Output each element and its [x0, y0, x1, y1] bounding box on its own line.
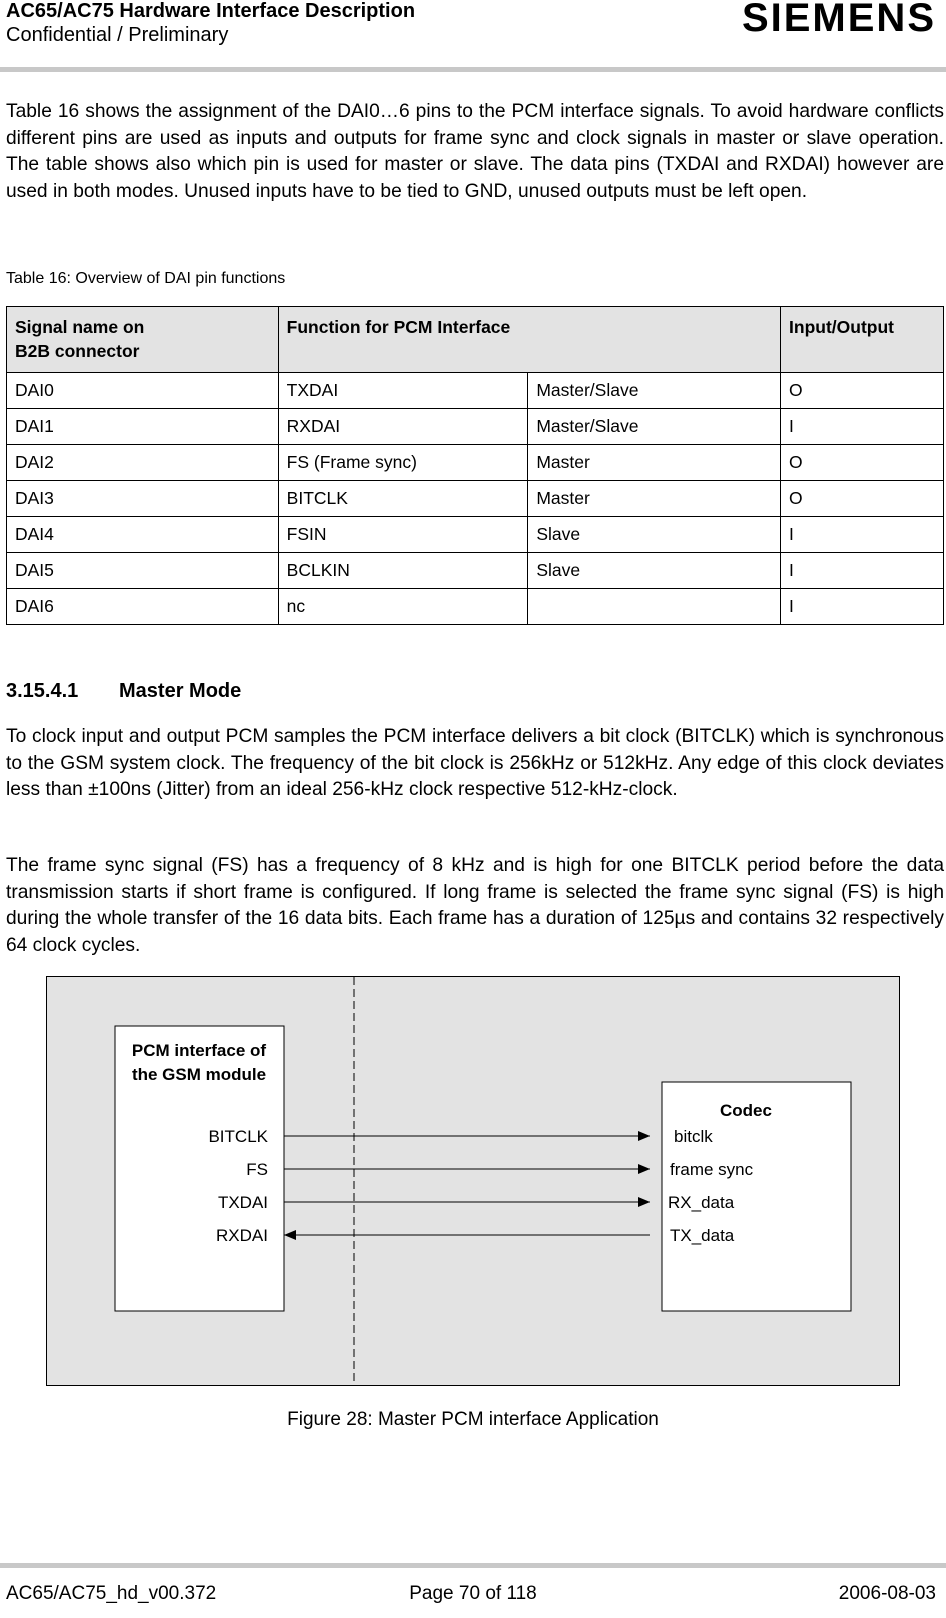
codec-title: Codec	[720, 1101, 772, 1120]
cell-io: O	[781, 481, 944, 517]
cell-mode: Master	[528, 445, 781, 481]
figure-caption: Figure 28: Master PCM interface Application	[287, 1409, 659, 1430]
cell-mode: Master/Slave	[528, 373, 781, 409]
section-number: 3.15.4.1	[6, 680, 79, 702]
pin-txdai: TXDAI	[217, 1193, 268, 1212]
cell-mode: Master/Slave	[528, 409, 781, 445]
cell-signal: DAI6	[7, 589, 279, 625]
cell-signal: DAI5	[7, 553, 279, 589]
module-title-line2: the GSM module	[131, 1065, 267, 1084]
table-row	[7, 553, 944, 589]
table-row	[7, 517, 944, 553]
pin-fs: FS	[246, 1160, 268, 1179]
cell-signal: DAI1	[7, 409, 279, 445]
footer-page-number: Page 70 of 118	[409, 1583, 537, 1604]
header-rule	[0, 67, 946, 72]
footer-doc-id: AC65/AC75_hd_v00.372	[6, 1583, 217, 1604]
intro-paragraph: Table 16 shows the assignment of the DAI0…6 pins to the PCM interface signals. To avoid hardware conflicts different pins are used as inputs and outputs for frame sync and clock signals in master or slave operation. The table shows also which pin is used for master or slave. The data pins (TXDAI and RXDAI) however are used in both modes. Unused inputs have to be tied to GND, unused outputs must be left open.	[6, 101, 944, 202]
header-signal-name: Signal name on B2B connector	[7, 307, 279, 373]
cell-io: I	[781, 553, 944, 589]
section-title: Master Mode	[119, 680, 242, 702]
cell-io: I	[781, 409, 944, 445]
footer-date: 2006-08-03	[838, 1583, 936, 1604]
document-title: AC65/AC75 Hardware Interface Description	[6, 0, 416, 22]
master-pcm-diagram	[46, 976, 900, 1386]
cell-signal: DAI3	[7, 481, 279, 517]
cell-mode	[528, 589, 781, 625]
cell-io: I	[781, 589, 944, 625]
footer-rule	[0, 1563, 946, 1568]
cell-signal: DAI2	[7, 445, 279, 481]
header-function: Function for PCM Interface	[278, 307, 780, 373]
table-caption: Table 16: Overview of DAI pin functions	[6, 270, 286, 287]
cell-function: nc	[278, 589, 528, 625]
cell-function: TXDAI	[278, 373, 528, 409]
cell-function: RXDAI	[278, 409, 528, 445]
dai-pin-table	[6, 306, 944, 625]
module-title-line1: PCM interface of	[131, 1041, 267, 1060]
cell-mode: Master	[528, 481, 781, 517]
cell-mode: Slave	[528, 553, 781, 589]
cell-function: BCLKIN	[278, 553, 528, 589]
cell-function: FSIN	[278, 517, 528, 553]
cell-function: BITCLK	[278, 481, 528, 517]
master-mode-paragraph: To clock input and output PCM samples the PCM interface delivers a bit clock (BITCLK) which is synchronous to the GSM system clock. The frequency of the bit clock is 256kHz or 512kHz. Any edge of this clock deviates less than ±100ns (Jitter) from an ideal 256-kHz clock respective 512-kHz-clock.	[6, 726, 944, 800]
codec-pin-tx-data: TX_data	[670, 1226, 735, 1245]
table-row	[7, 409, 944, 445]
table-header-row	[7, 307, 944, 373]
header-input-output: Input/Output	[781, 307, 944, 373]
codec-pin-bitclk: bitclk	[674, 1127, 713, 1146]
table-row	[7, 373, 944, 409]
cell-io: O	[781, 373, 944, 409]
siemens-logo: SIEMENS	[741, 0, 936, 40]
table-row	[7, 445, 944, 481]
cell-io: O	[781, 445, 944, 481]
cell-io: I	[781, 517, 944, 553]
pin-rxdai: RXDAI	[216, 1226, 268, 1245]
frame-sync-paragraph: The frame sync signal (FS) has a frequency of 8 kHz and is high for one BITCLK period before the data transmission starts if short frame is configured. If long frame is selected the frame sync signal (FS) is high during the whole transfer of the 16 data bits. Each frame has a duration of 125µs and contains 32 respectively 64 clock cycles.	[6, 855, 944, 956]
table-row	[7, 481, 944, 517]
document-subtitle: Confidential / Preliminary	[6, 24, 229, 46]
codec-pin-rx-data: RX_data	[668, 1193, 735, 1212]
cell-signal: DAI4	[7, 517, 279, 553]
cell-function: FS (Frame sync)	[278, 445, 528, 481]
table-row	[7, 589, 944, 625]
codec-pin-frame-sync: frame sync	[670, 1160, 754, 1179]
cell-signal: DAI0	[7, 373, 279, 409]
pin-bitclk: BITCLK	[208, 1127, 268, 1146]
cell-mode: Slave	[528, 517, 781, 553]
